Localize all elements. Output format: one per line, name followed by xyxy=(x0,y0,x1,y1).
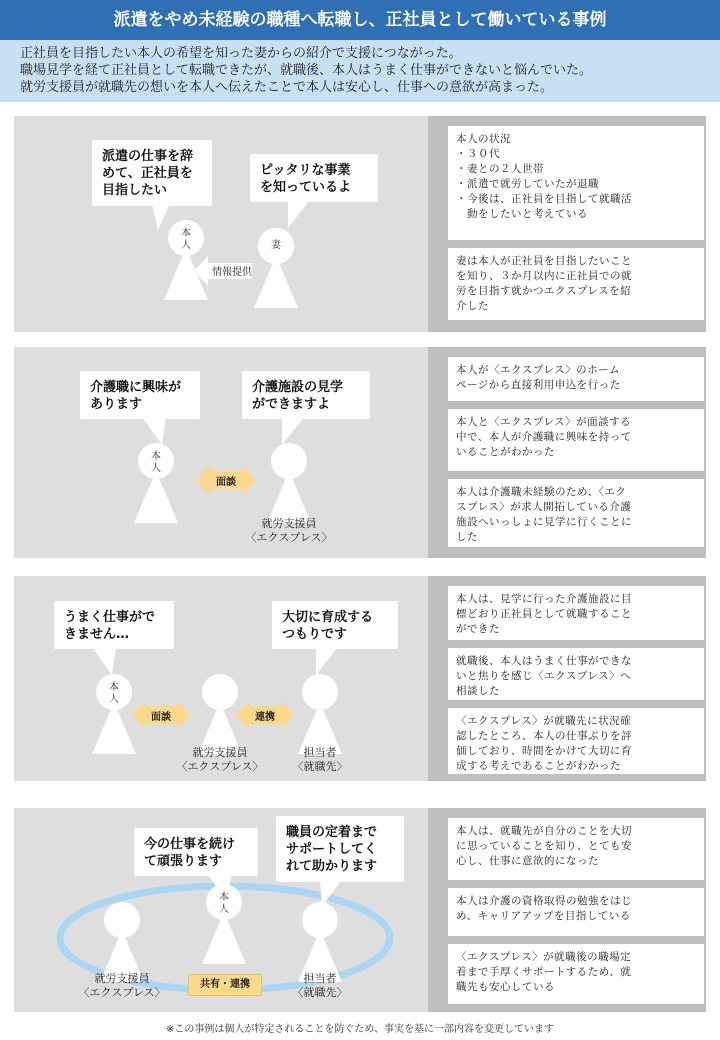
bubble-line: 今の仕事を続け xyxy=(144,837,236,852)
arrow-label: 情報提供 xyxy=(212,267,252,278)
person-manager-icon xyxy=(290,672,350,756)
staff-label-line: 〈エクスプレス〉 xyxy=(176,760,264,773)
bubble-line: 介護施設の見学 xyxy=(252,380,344,395)
arrow-label: 面談 xyxy=(151,712,171,723)
share-label: 共有・連携 xyxy=(200,979,250,990)
note-line: 本人が〈エクスプレス〉のホーム xyxy=(456,364,621,376)
note-line: ・派遣で就労していたが退職 xyxy=(456,178,599,190)
note-line: 職先も安心している xyxy=(456,981,555,993)
summary-line: 正社員を目指したい本人の希望を知った妻からの紹介で支援につながった。 xyxy=(20,46,462,61)
note-line: 動をしたいと考えている xyxy=(456,208,588,220)
case-panel-3 xyxy=(14,576,706,781)
note-line: 妻は本人が正社員を目指したいこと xyxy=(456,255,632,267)
note-line: ・３０代 xyxy=(456,148,500,160)
bubble-line: うまく仕事がで xyxy=(64,610,156,625)
arrow-label: 面談 xyxy=(216,477,236,488)
staff-label xyxy=(170,746,270,774)
speech-bubble-self xyxy=(80,371,200,419)
note-box xyxy=(448,586,704,640)
note-line: いと焦りを感じ〈エクスプレス〉へ xyxy=(456,670,632,682)
note-line: 価しており、時間をかけて大切に育 xyxy=(456,745,632,757)
note-line: ・妻との２人世帯 xyxy=(456,163,544,175)
note-box xyxy=(448,357,704,401)
page-title: 派遣をやめ未経験の職種へ転職し、正社員として働いている事例 xyxy=(0,0,720,40)
note-box xyxy=(448,248,704,320)
bubble-line: て頑張ります xyxy=(144,854,223,869)
note-line: 相談した xyxy=(456,685,500,697)
bubble-line: サポートしてく xyxy=(286,842,378,857)
person-staff-icon xyxy=(259,441,319,525)
note-box xyxy=(448,888,704,936)
note-line: 本人は介護の資格取得の勉強をはじ xyxy=(456,895,632,907)
note-box xyxy=(448,708,704,774)
bubble-line: きません… xyxy=(64,627,130,642)
manager-label-line: 〈就職先〉 xyxy=(292,986,348,999)
speech-bubble-self xyxy=(54,601,174,649)
note-line: 労を目指す就かつエクスプレスを紹 xyxy=(456,285,632,297)
note-line: 中で、本人が介護職に興味を持って xyxy=(456,431,632,443)
bubble-line: 目指したい xyxy=(102,183,168,198)
note-box xyxy=(448,409,704,471)
note-line: いることがわかった xyxy=(456,446,555,458)
bubble-line: ができますよ xyxy=(252,397,331,412)
staff-label-line: 就労支援員 xyxy=(261,517,317,530)
arrow-label: 連携 xyxy=(255,712,275,723)
manager-label xyxy=(280,746,360,774)
note-line: スプレス〉が求人開拓している介護 xyxy=(456,501,632,513)
bubble-line: 介護職に興味が xyxy=(90,380,182,395)
speech-bubble-self xyxy=(134,828,258,876)
note-box xyxy=(448,818,704,880)
speech-bubble-manager xyxy=(276,816,404,882)
note-line: 介した xyxy=(456,300,489,312)
bubble-line: つもりです xyxy=(282,627,348,642)
note-line: を知り、３か月以内に正社員での就 xyxy=(456,270,632,282)
summary-box xyxy=(0,40,720,102)
note-line: 本人と〈エクスプレス〉が面談する xyxy=(456,416,632,428)
speech-bubble-staff xyxy=(242,371,370,419)
note-box xyxy=(448,479,704,547)
person-wife-icon xyxy=(246,226,306,310)
speech-bubble-manager xyxy=(272,601,398,649)
note-line: 就職後、本人はうまく仕事ができな xyxy=(456,655,632,667)
manager-label xyxy=(280,972,360,1000)
bubble-line: ピッタリな事業 xyxy=(260,163,351,178)
note-line: 施設へいっしょに見学に行くことに xyxy=(456,516,632,528)
staff-label xyxy=(239,517,339,545)
note-box xyxy=(448,126,704,240)
person-self-label: 本 人 xyxy=(151,451,161,474)
person-self-label: 本 人 xyxy=(181,228,191,251)
note-box xyxy=(448,944,704,1004)
bubble-line: 派遣の仕事を辞 xyxy=(102,149,194,164)
speech-bubble-self xyxy=(92,140,212,206)
manager-label-line: 〈就職先〉 xyxy=(292,760,348,773)
note-line: ・今後は、正社員を目指して就職活 xyxy=(456,193,632,205)
note-box xyxy=(448,648,704,700)
note-line: 標どおり正社員として就職すること xyxy=(456,608,632,620)
note-line: ができた xyxy=(456,623,500,635)
case-panel-4 xyxy=(14,808,706,1012)
staff-label-line: 就労支援員 xyxy=(192,746,248,759)
case-panel-2 xyxy=(14,347,706,558)
speech-bubble-wife xyxy=(250,154,378,202)
bubble-line: 大切に育成する xyxy=(282,610,374,625)
person-self-label: 本 人 xyxy=(109,682,119,705)
note-line: 〈エクスプレス〉が就職先に状況確 xyxy=(456,715,632,727)
note-line: 心し、仕事に意欲的になった xyxy=(456,855,599,867)
note-line: 成する考えであることがわかった xyxy=(456,760,621,772)
note-line: ページから直接利用申込を行った xyxy=(456,379,621,391)
note-line: 認したところ、本人の仕事ぶりを評 xyxy=(456,730,632,742)
summary-line: 職場見学を経て正社員として転職できたが、就職後、本人はうまく仕事ができないと悩んでいた。 xyxy=(20,63,593,78)
case-panel-1 xyxy=(14,116,706,332)
bubble-line: めて、正社員を xyxy=(102,166,193,181)
manager-label-line: 担当者 xyxy=(303,746,337,759)
note-line: 〈エクスプレス〉が就職後の職場定 xyxy=(456,951,632,963)
bubble-line: を知っているよ xyxy=(260,180,352,195)
bubble-line: あります xyxy=(90,397,143,412)
person-self-label: 本 人 xyxy=(219,892,229,915)
person-wife-label: 妻 xyxy=(271,240,281,251)
summary-line: 就労支援員が就職先の想いを本人へ伝えたことで本人は安心し、仕事への意欲が高まった。 xyxy=(20,80,554,95)
bubble-line: れて助かります xyxy=(286,859,378,874)
manager-label-line: 担当者 xyxy=(303,972,337,985)
footer-note: ※この事例は個人が特定されることを防ぐため、事実を基に一部内容を変更しています xyxy=(166,1024,554,1035)
note-line: 本人の状況 xyxy=(456,133,511,145)
bubble-line: 職員の定着まで xyxy=(286,825,378,840)
note-line: に思っていることを知り、とても安 xyxy=(456,840,632,852)
note-line: 本人は、見学に行った介護施設に目 xyxy=(456,593,632,605)
note-line: 本人は、就職先が自分のことを大切 xyxy=(456,825,632,837)
note-line: 本人は介護職未経験のため、〈エク xyxy=(456,486,627,498)
staff-label-line: 〈エクスプレス〉 xyxy=(245,531,333,544)
staff-label-line: 就労支援員 xyxy=(94,972,150,985)
staff-label xyxy=(72,972,172,1000)
note-line: した xyxy=(456,531,478,543)
note-line: 着まで手厚くサポートするため、就 xyxy=(456,966,632,978)
note-line: め、キャリアアップを目指している xyxy=(456,910,631,922)
staff-label-line: 〈エクスプレス〉 xyxy=(78,986,166,999)
share-label-box xyxy=(188,974,262,996)
